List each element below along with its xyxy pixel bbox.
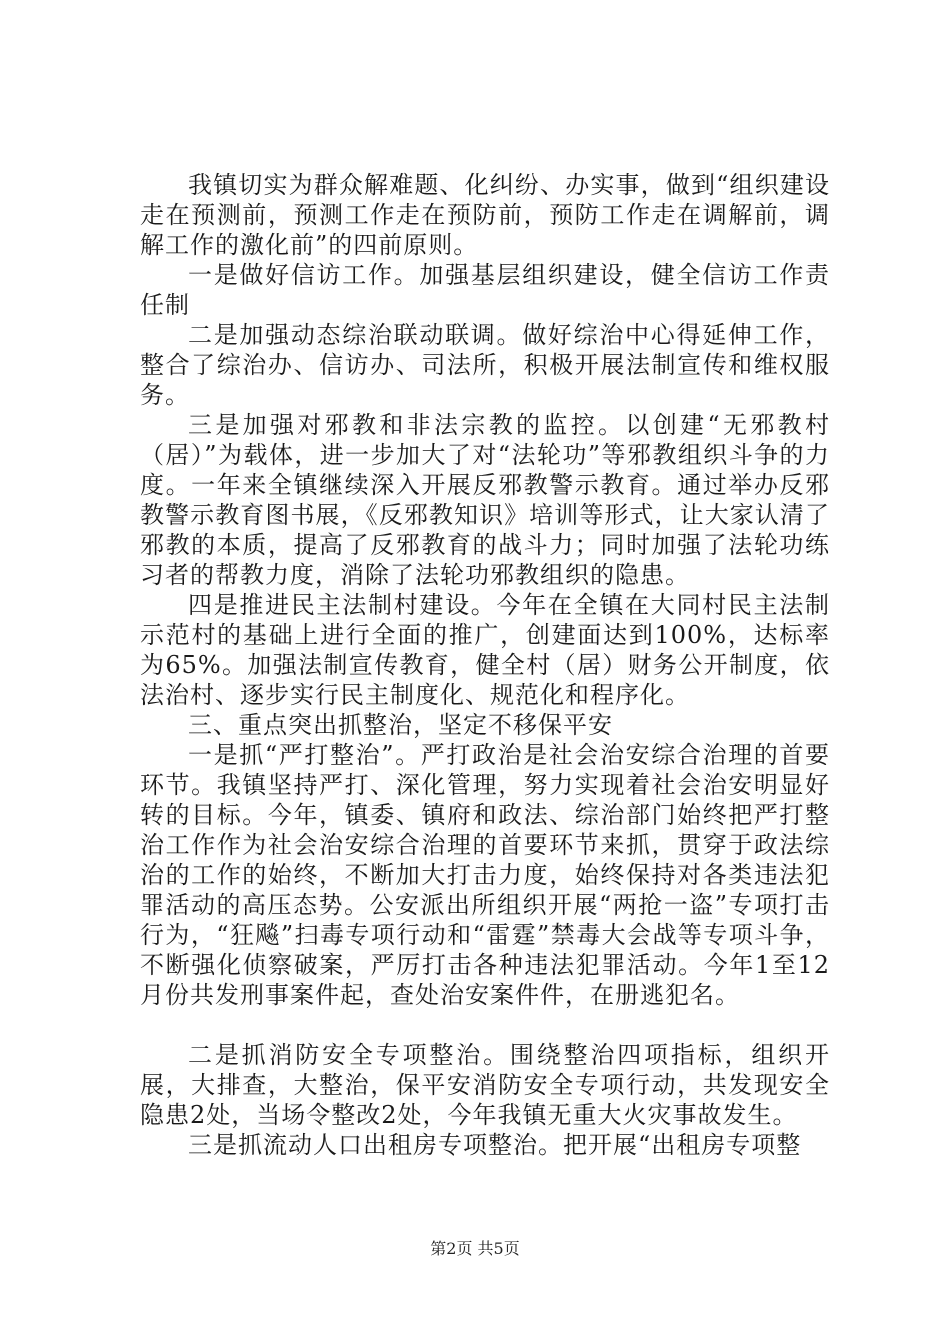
paragraph-petition: 一是做好信访工作。加强基层组织建设，健全信访工作责任制 [140,261,830,319]
paragraph-cult-monitoring: 三是加强对邪教和非法宗教的监控。以创建“无邪教村（居）”为载体，进一步加大了对“法轮功”等邪教组织斗争的力度。一年来全镇继续深入开展反邪教警示教育。通过举办反邪教警示教育图书展，《反邪教知识》培训等形式，让大家认清了邪教的本质，提高了反邪教育的战斗力；同时加强了法轮功练习者的帮教力度，消除了法轮功邪教组织的隐患。 [140,411,830,589]
page-footer: 第2页 共5页 [430,1239,520,1258]
document-body [140,170,830,1160]
paragraph-strike-hard: 一是抓“严打整治”。严打政治是社会治安综合治理的首要环节。我镇坚持严打、深化管理，努力实现着社会治安明显好转的目标。今年，镇委、镇府和政法、综治部门始终把严打整治工作作为社会治安综合治理的首要环节来抓，贯穿于政法综治的工作的始终，不断加大打击力度，始终保持对各类违法犯罪活动的高压态势。公安派出所组织开展“两抢一盗”专项打击行为，“狂飚”扫毒专项行动和“雷霆”禁毒大会战等专项斗争，不断强化侦察破案，严厉打击各种违法犯罪活动。今年1至12月份共发刑事案件起，查处治安案件件，在册逃犯名。 [140,741,830,1009]
paragraph-fire-safety: 二是抓消防安全专项整治。围绕整治四项指标，组织开展，大排查，大整治，保平安消防安全专项行动，共发现安全隐患2处，当场令整改2处，今年我镇无重大火灾事故发生。 [140,1041,830,1129]
section-heading: 三、重点突出抓整治，坚定不移保平安 [188,711,613,739]
paragraph-democratic-village: 四是推进民主法制村建设。今年在全镇在大同村民主法制示范村的基础上进行全面的推广，创建面达到100%，达标率为65%。加强法制宣传教育，健全村（居）财务公开制度，依法治村、逐步实行民主制度化、规范化和程序化。 [140,591,830,709]
paragraph-linkage: 二是加强动态综治联动联调。做好综治中心得延伸工作，整合了综治办、信访办、司法所，积极开展法制宣传和维权服务。 [140,321,830,409]
paragraph-rental-housing: 三是抓流动人口出租房专项整治。把开展“出租房专项整 [188,1131,802,1159]
paragraph-intro: 我镇切实为群众解难题、化纠纷、办实事，做到“组织建设走在预测前，预测工作走在预防前，预防工作走在调解前，调解工作的激化前”的四前原则。 [140,171,830,259]
